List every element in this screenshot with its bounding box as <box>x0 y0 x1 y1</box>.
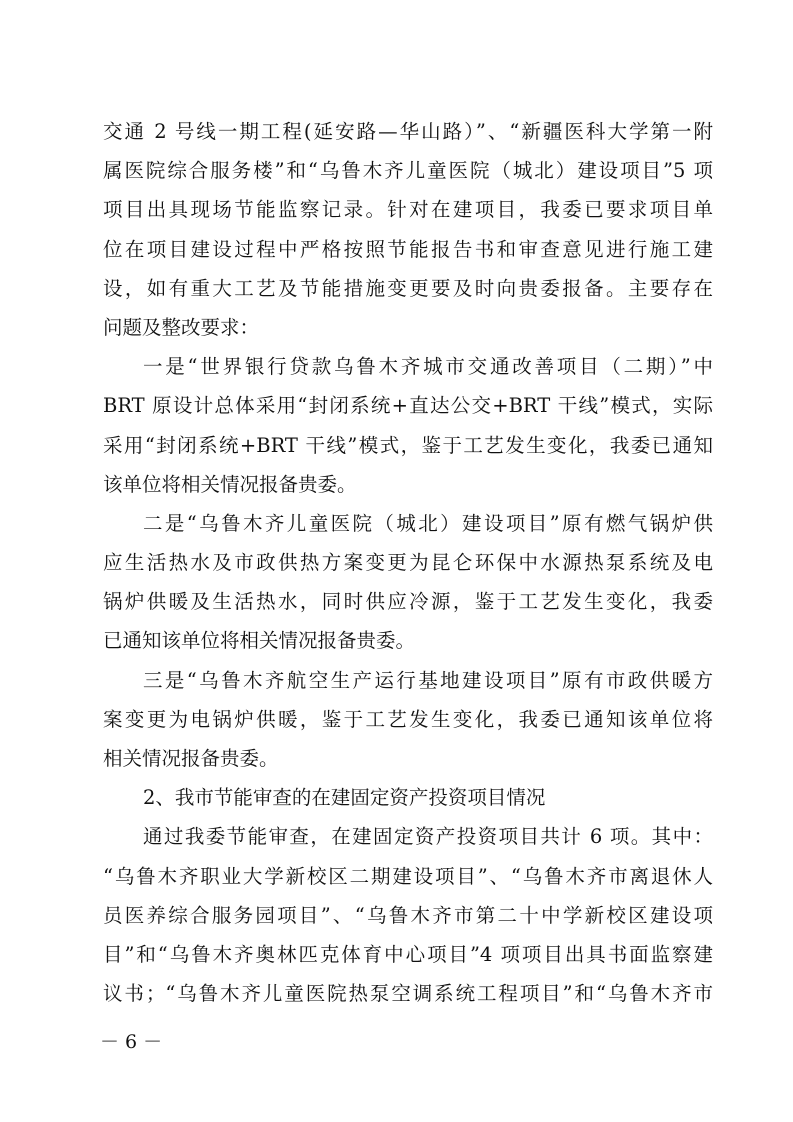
text-line: 目”和“乌鲁木齐奥林匹克体育中心项目”4 项项目出具书面监察建 <box>103 942 713 966</box>
text-line: 议书；“乌鲁木齐儿童医院热泵空调系统工程项目”和“乌鲁木齐市 <box>103 982 713 1006</box>
text-line: 项目出具现场节能监察记录。针对在建项目，我委已要求项目单 <box>103 198 713 222</box>
text-line: 2、我市节能审查的在建固定资产投资项目情况 <box>143 786 546 810</box>
text-line: 三是“乌鲁木齐航空生产运行基地建设项目”原有市政供暖方 <box>143 668 713 692</box>
text-line: 通过我委节能审查，在建固定资产投资项目共计 6 项。其中： <box>143 825 713 849</box>
text-line: 相关情况报备贵委。 <box>103 747 279 770</box>
text-line: 案变更为电锅炉供暖，鉴于工艺发生变化，我委已通知该单位将 <box>103 707 713 731</box>
text-line: “乌鲁木齐职业大学新校区二期建设项目”、“乌鲁木齐市离退休人 <box>103 864 713 888</box>
body-text <box>103 112 713 1013</box>
text-line: 员医养综合服务园项目”、“乌鲁木齐市第二十中学新校区建设项 <box>103 903 713 927</box>
text-line: 采用“封闭系统+BRT 干线”模式，鉴于工艺发生变化，我委已通知 <box>103 433 713 457</box>
text-line: 一是“世界银行贷款乌鲁木齐城市交通改善项目（二期）”中 <box>143 355 713 379</box>
text-line: 已通知该单位将相关情况报备贵委。 <box>103 629 416 653</box>
text-line: 应生活热水及市政供热方案变更为昆仑环保中水源热泵系统及电 <box>103 551 713 575</box>
text-line: 交通 2 号线一期工程(延安路—华山路）”、“新疆医科大学第一附 <box>103 120 713 143</box>
text-line: 锅炉供暖及生活热水，同时供应冷源，鉴于工艺发生变化，我委 <box>103 590 713 614</box>
page-number: － 6 － <box>100 1031 163 1053</box>
text-line: 设，如有重大工艺及节能措施变更要及时向贵委报备。主要存在 <box>103 276 713 300</box>
text-line: 该单位将相关情况报备贵委。 <box>103 472 357 496</box>
text-line: 位在项目建设过程中严格按照节能报告书和审查意见进行施工建 <box>103 237 713 261</box>
text-line: BRT 原设计总体采用“封闭系统+直达公交+BRT 干线”模式，实际 <box>103 394 713 418</box>
text-line: 二是“乌鲁木齐儿童医院（城北）建设项目”原有燃气锅炉供 <box>143 511 713 535</box>
text-line: 问题及整改要求： <box>103 315 260 339</box>
text-line: 属医院综合服务楼”和“乌鲁木齐儿童医院（城北）建设项目”5 项 <box>103 159 713 183</box>
